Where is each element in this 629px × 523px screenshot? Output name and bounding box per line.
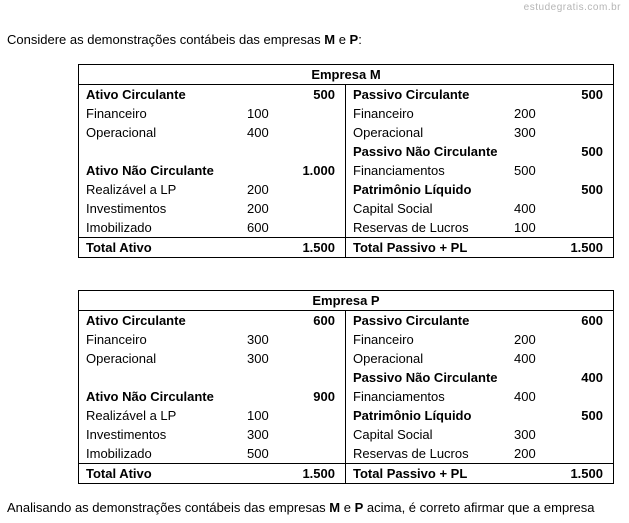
site-watermark: estudegratis.com.br: [523, 2, 621, 13]
account-value: 400: [514, 351, 536, 366]
account-label: Financiamentos: [353, 163, 445, 178]
account-value: 100: [247, 106, 269, 121]
intro-and: e: [335, 32, 350, 47]
account-value: 500: [514, 163, 536, 178]
group-label: Ativo Não Circulante: [86, 163, 214, 178]
group-label: Passivo Não Circulante: [353, 144, 498, 159]
account-label: Reservas de Lucros: [353, 446, 469, 461]
account-label: Investimentos: [86, 201, 167, 216]
account-value: 200: [514, 106, 536, 121]
group-label: Patrimônio Líquido: [353, 408, 472, 423]
group-label: Ativo Circulante: [86, 313, 186, 328]
account-row: [346, 425, 613, 444]
account-label: Financeiro: [353, 106, 414, 121]
balance-sheet-m: [78, 64, 614, 258]
account-row: [79, 142, 345, 161]
closing-and: e: [340, 500, 355, 515]
group-label: Passivo Não Circulante: [353, 370, 498, 385]
intro-text: [7, 32, 362, 47]
group-label: Passivo Circulante: [353, 313, 470, 328]
account-value: 200: [247, 182, 269, 197]
account-label: Imobilizado: [86, 446, 152, 461]
group-header-row: [79, 85, 345, 104]
intro-suffix: :: [358, 32, 362, 47]
account-label: Capital Social: [353, 427, 433, 442]
account-row: [79, 444, 345, 463]
account-row: [79, 199, 345, 218]
account-row: [79, 349, 345, 368]
account-value: 400: [514, 389, 536, 404]
account-value: 500: [247, 446, 269, 461]
account-row: [346, 444, 613, 463]
total-value: 1.500: [570, 466, 603, 481]
group-total: 500: [581, 87, 603, 102]
intro-prefix: Considere as demonstrações contábeis das empresas: [7, 32, 325, 47]
balance-sheet-title: Empresa M: [79, 65, 613, 85]
group-total: 500: [581, 408, 603, 423]
balance-sheet-title: Empresa P: [79, 291, 613, 311]
account-row: [346, 218, 613, 237]
account-row: [79, 218, 345, 237]
account-label: Investimentos: [86, 427, 167, 442]
total-assets-row: [79, 237, 345, 257]
group-header-row: [346, 368, 613, 387]
total-label: Total Passivo + PL: [353, 240, 468, 255]
account-row: [346, 349, 613, 368]
group-header-row: [79, 161, 345, 180]
account-label: Operacional: [353, 125, 424, 140]
group-total: 500: [581, 144, 603, 159]
intro-company-m: M: [324, 32, 336, 47]
total-value: 1.500: [302, 240, 335, 255]
account-value: 600: [247, 220, 269, 235]
account-row: [346, 161, 613, 180]
group-header-row: [346, 142, 613, 161]
balance-sheet-body: [79, 311, 613, 483]
account-value: 100: [247, 408, 269, 423]
group-header-row: [79, 387, 345, 406]
account-label: Financiamentos: [353, 389, 445, 404]
account-row: [346, 199, 613, 218]
group-label: Ativo Circulante: [86, 87, 186, 102]
account-label: Operacional: [353, 351, 424, 366]
group-header-row: [346, 406, 613, 425]
closing-prefix: Analisando as demonstrações contábeis das empresas: [7, 500, 330, 515]
total-label: Total Passivo + PL: [353, 466, 468, 481]
account-label: Reservas de Lucros: [353, 220, 469, 235]
group-label: Passivo Circulante: [353, 87, 470, 102]
account-row: [346, 330, 613, 349]
group-total: 600: [581, 313, 603, 328]
closing-suffix: acima, é correto afirmar que a empresa: [363, 500, 595, 515]
account-label: Financeiro: [86, 332, 147, 347]
account-value: 200: [514, 332, 536, 347]
total-value: 1.500: [570, 240, 603, 255]
account-label: Operacional: [86, 351, 157, 366]
account-row: [79, 330, 345, 349]
group-label: Ativo Não Circulante: [86, 389, 214, 404]
account-value: 300: [247, 427, 269, 442]
account-value: 400: [247, 125, 269, 140]
account-value: 300: [247, 351, 269, 366]
total-assets-row: [79, 463, 345, 483]
account-row: [79, 104, 345, 123]
total-value: 1.500: [302, 466, 335, 481]
account-label: Capital Social: [353, 201, 433, 216]
group-header-row: [346, 180, 613, 199]
assets-column: [79, 85, 346, 257]
group-label: Patrimônio Líquido: [353, 182, 472, 197]
total-liabilities-row: [346, 237, 613, 257]
closing-company-p: P: [354, 500, 364, 515]
group-total: 900: [313, 389, 335, 404]
account-row: [346, 104, 613, 123]
balance-sheet-body: [79, 85, 613, 257]
account-row: [79, 406, 345, 425]
account-row: [79, 425, 345, 444]
account-value: 100: [514, 220, 536, 235]
account-label: Imobilizado: [86, 220, 152, 235]
account-value: 200: [514, 446, 536, 461]
group-header-row: [346, 311, 613, 330]
liabilities-column: [346, 311, 613, 483]
account-row: [346, 123, 613, 142]
account-row: [79, 368, 345, 387]
group-total: 1.000: [302, 163, 335, 178]
account-label: Realizável a LP: [86, 182, 177, 197]
account-row: [79, 180, 345, 199]
intro-company-p: P: [349, 32, 359, 47]
group-total: 600: [313, 313, 335, 328]
account-value: 400: [514, 201, 536, 216]
account-label: Operacional: [86, 125, 157, 140]
account-label: Realizável a LP: [86, 408, 177, 423]
total-liabilities-row: [346, 463, 613, 483]
account-value: 200: [247, 201, 269, 216]
account-value: 300: [514, 427, 536, 442]
total-label: Total Ativo: [86, 240, 152, 255]
account-label: Financeiro: [353, 332, 414, 347]
balance-sheet-p: [78, 290, 614, 484]
account-label: Financeiro: [86, 106, 147, 121]
group-header-row: [346, 85, 613, 104]
assets-column: [79, 311, 346, 483]
closing-company-m: M: [329, 500, 341, 515]
account-value: 300: [247, 332, 269, 347]
liabilities-column: [346, 85, 613, 257]
account-row: [346, 387, 613, 406]
group-total: 400: [581, 370, 603, 385]
account-row: [79, 123, 345, 142]
group-total: 500: [313, 87, 335, 102]
total-label: Total Ativo: [86, 466, 152, 481]
closing-text: [7, 500, 595, 515]
group-header-row: [79, 311, 345, 330]
account-value: 300: [514, 125, 536, 140]
group-total: 500: [581, 182, 603, 197]
